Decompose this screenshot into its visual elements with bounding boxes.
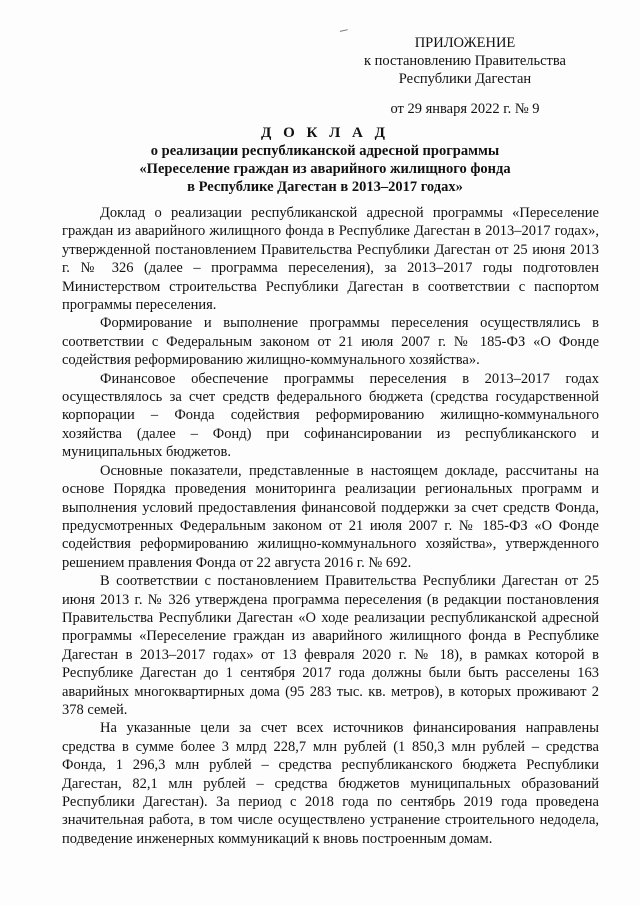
appendix-line-1: к постановлению Правительства [364,53,566,69]
paragraph: Основные показатели, представленные в настоящем докладе, рассчитаны на основе Порядка проведения мониторинга реализации региональных программ и выполнения условий предоставления финансовой поддержки за счет средств Фонда, предусмотренных Федеральным законом от 21 июля 2007 г. № 185-ФЗ «О Фонде содействия реформированию жилищно-коммунального хозяйства», утвержденного решением правления Фонда от 22 августа 2016 г. № 692. [62,462,599,571]
appendix-line-2: Республики Дагестан [398,71,532,87]
paragraph: Доклад о реализации республиканской адресной программы «Переселение граждан из аварийного жилищного фонда в Республике Дагестан в 2013–2017 годах», утвержденной постановлением Правительства Республики Дагестан от 25 июня 2013 г. № 326 (далее – программа переселения), за 2013–2017 годы подготовлен Министерством строительства Республики Дагестан в соответствии с паспортом программы переселения. [62,205,599,314]
doc-word: Д О К Л А Д [261,125,389,141]
document-body [62,204,599,848]
paragraph: Формирование и выполнение программы переселения осуществлялись в соответствии с Федеральным законом от 21 июля 2007 г. № 185-ФЗ «О Фонде содействия реформированию жилищно-коммунального хозяйства». [62,315,599,369]
paragraph: В соответствии с постановлением Правительства Республики Дагестан от 25 июня 2013 г. № 326 утверждена программа переселения (в редакции постановления Правительства Республики Дагестан «О ходе реализации республиканской адресной программы «Переселение граждан из аварийного жилищного фонда в Республике Дагестан в 2013–2017 годах» от 13 февраля 2020 г. № 18), в рамках которой в Республике Дагестан до 1 сентября 2017 года должны были быть расселены 163 аварийных многоквартирных дома (95 283 тыс. кв. метров), в которых проживают 2 378 семей. [62,573,599,718]
document-title [60,124,590,196]
paragraph: Финансовое обеспечение программы переселения в 2013–2017 годах осуществлялось за счет средств федерального бюджета (средства государственной корпорации – Фонда содействия реформированию жилищно-коммунального хозяйства (далее – Фонд) при софинансировании из республиканского и муниципальных бюджетов. [62,370,599,461]
appendix-header [330,34,600,118]
appendix-title: ПРИЛОЖЕНИЕ [414,35,516,51]
doc-title-line-3: в Республике Дагестан в 2013–2017 годах» [187,179,463,195]
appendix-date: от 29 января 2022 г. № 9 [390,101,540,117]
doc-title-line-2: «Переселение граждан из аварийного жилищного фонда [139,161,511,177]
paragraph: На указанные цели за счет всех источников финансирования направлены средства в сумме более 3 млрд 228,7 млн рублей (1 850,3 млн рублей – средства Фонда, 1 296,3 млн рублей – средства республиканского бюджета Республики Дагестан, 82,1 млн рублей – средства бюджетов муниципальных образований Республики Дагестан). За период с 2018 года по сентябрь 2019 года проведена значительная работа, в том числе осуществлено устранение строительного недодела, подведение инженерных коммуникаций к вновь построенным домам. [62,720,599,847]
doc-title-line-1: о реализации республиканской адресной программы [150,143,500,159]
